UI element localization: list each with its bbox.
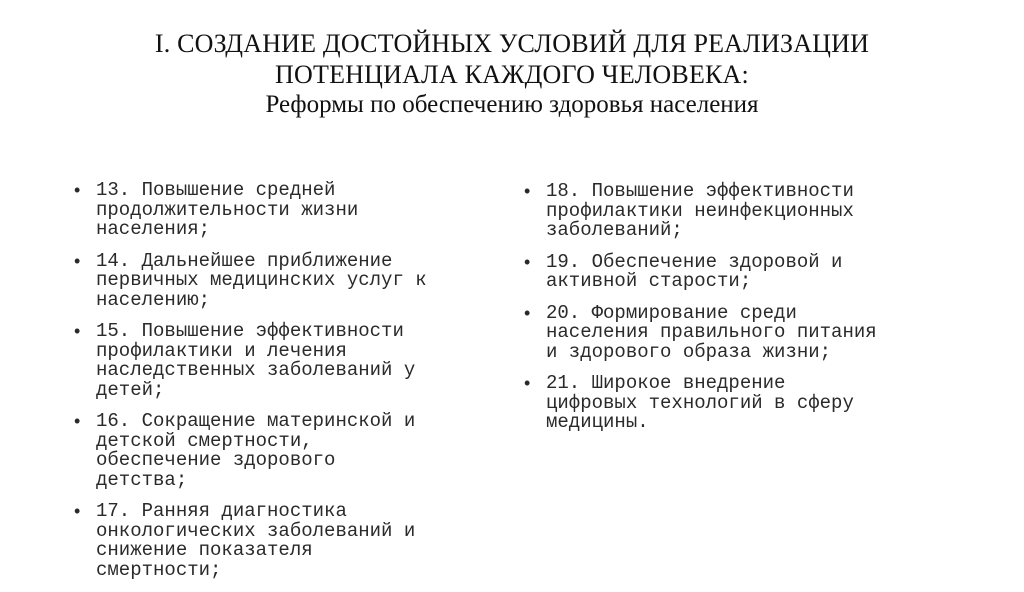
list-item [74, 249, 504, 311]
list-item-text: 21. Широкое внедрение цифровых технологий в сферу медицины. [546, 372, 854, 433]
reform-list-right [524, 182, 954, 445]
bullet-icon: • [74, 411, 81, 431]
list-item-text: 17. Ранняя диагностика онкологических заболеваний и снижение показателя смертности; [96, 500, 416, 581]
bullet-icon: • [74, 501, 81, 521]
bullet-icon: • [74, 180, 81, 200]
list-item [524, 250, 954, 292]
title-line-1: I. СОЗДАНИЕ ДОСТОЙНЫХ УСЛОВИЙ ДЛЯ РЕАЛИЗАЦИИ [154, 29, 870, 58]
bullet-icon: • [74, 321, 81, 341]
list-item-text: 14. Дальнейшее приближение первичных медицинских услуг к населению; [96, 249, 427, 311]
slide-subtitle: Реформы по обеспечению здоровья населения [265, 91, 759, 118]
bullet-icon: • [524, 373, 531, 393]
title-line-2: ПОТЕНЦИАЛА КАЖДОГО ЧЕЛОВЕКА: [275, 60, 749, 89]
list-item [74, 502, 504, 580]
list-item-text: 18. Повышение эффективности профилактики неинфекционных заболеваний; [546, 180, 854, 241]
list-item-text: 15. Повышение эффективности профилактики и лечения наследственных заболеваний у детей; [96, 320, 416, 401]
list-item-text: 13. Повышение средней продолжительности жизни населения; [96, 179, 359, 240]
list-item [74, 412, 504, 490]
bullet-icon: • [524, 302, 531, 323]
list-item [524, 374, 954, 433]
bullet-icon: • [524, 251, 531, 272]
slide-title [0, 28, 1024, 120]
list-item-text: 19. Обеспечение здоровой и активной старости; [546, 250, 843, 292]
bullet-icon: • [74, 250, 81, 271]
list-item-text: 16. Сокращение материнской и детской смертности, обеспечение здорового детства; [96, 410, 416, 491]
list-item [74, 181, 504, 240]
list-item-text: 20. Формирование среди населения правильного питания и здорового образа жизни; [546, 301, 877, 363]
bullet-icon: • [524, 181, 531, 201]
list-item [524, 301, 954, 363]
list-item [524, 182, 954, 241]
list-item [74, 322, 504, 400]
reform-list-left [74, 181, 504, 592]
